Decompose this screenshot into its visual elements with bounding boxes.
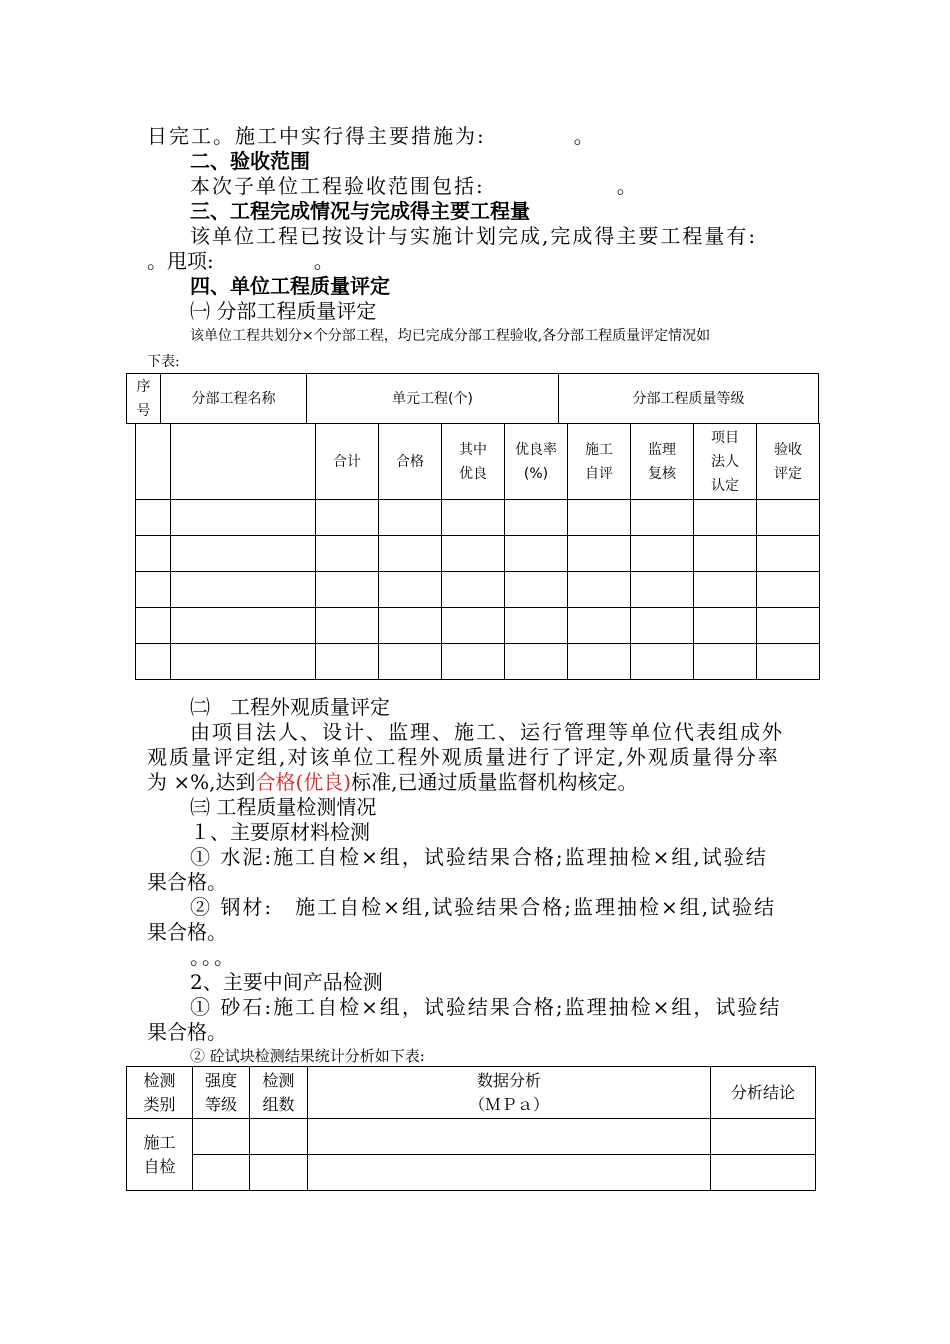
- table-row: [136, 608, 820, 644]
- table1-header-unit: 单元工程(个): [306, 373, 559, 424]
- para-cement-cont: 果合格。: [147, 870, 227, 894]
- table-row: [136, 572, 820, 608]
- heading-completion: 三、工程完成情况与完成得主要工程量: [190, 199, 530, 223]
- table1-header-name: 分部工程名称: [160, 373, 307, 424]
- para-subproject-intro-cont: 下表:: [147, 354, 180, 370]
- table-row: [136, 536, 820, 572]
- para-steel-cont: 果合格。: [147, 920, 227, 944]
- para-appearance-1: 由项目法人、设计、监理、施工、运行管理等单位代表组成外: [190, 720, 784, 744]
- para-cement: ① 水泥:施工自检×组，试验结果合格;监理抽检×组,试验结: [190, 845, 768, 869]
- table2-header-type: 检测 类别: [127, 1067, 193, 1119]
- table2-header-data-analysis: 数据分析 （ＭＰａ）: [308, 1067, 711, 1119]
- para-pending-items: 。甩项: 。: [147, 249, 334, 273]
- table1-col-excellent: 其中 优良: [442, 424, 505, 500]
- para-sand-gravel: ① 砂石:施工自检×组，试验结果合格;监理抽检×组，试验结: [190, 995, 782, 1019]
- table1-subheader-row: [136, 424, 820, 500]
- table-row: [136, 644, 820, 680]
- para-subproject-intro: 该单位工程共划分×个分部工程，均已完成分部工程验收,各分部工程质量评定情况如: [190, 328, 711, 344]
- para-steel: ② 钢材: 施工自检×组,试验结果合格;监理抽检×组,试验结: [190, 895, 777, 919]
- para-concrete-intro: ② 砼试块检测结果统计分析如下表:: [190, 1047, 425, 1065]
- table2-row-self-check: 施工 自检: [127, 1119, 193, 1191]
- para-sand-gravel-cont: 果合格。: [147, 1020, 227, 1044]
- para-measures: 日完工。施工中实行得主要措施为: 。: [147, 124, 596, 148]
- table1-col-owner: 项目 法人 认定: [694, 424, 757, 500]
- table2-header-count: 检测 组数: [250, 1067, 308, 1119]
- table1-header-grade: 分部工程质量等级: [558, 373, 819, 424]
- table1-col-rate: 优良率 (%): [505, 424, 568, 500]
- subheading-appearance-quality: ㈡ 工程外观质量评定: [190, 695, 390, 719]
- heading-acceptance-scope: 二、验收范围: [190, 149, 310, 173]
- table1-col-self-eval: 施工 自评: [568, 424, 631, 500]
- table1-cell: [136, 424, 171, 500]
- table-row: [127, 1119, 816, 1155]
- subheading-intermediate-products: 2、主要中间产品检测: [190, 970, 383, 994]
- subheading-raw-materials: １、主要原材料检测: [190, 820, 370, 844]
- heading-quality-assessment: 四、单位工程质量评定: [190, 274, 390, 298]
- table1-col-supervisor: 监理 复核: [631, 424, 694, 500]
- table1-cell: [171, 424, 316, 500]
- grade-standard-highlight: 合格(优良): [255, 770, 352, 794]
- para-ellipsis: 。。。: [190, 945, 236, 969]
- table1-header-seq: 序 号: [126, 373, 161, 424]
- table-row: [136, 500, 820, 536]
- para-scope: 本次子单位工程验收范围包括: 。: [190, 174, 639, 198]
- table-row: [127, 1155, 816, 1191]
- subheading-subproject-quality: ㈠ 分部工程质量评定: [190, 299, 377, 323]
- table2-concrete-stats: [126, 1066, 816, 1191]
- table2-header-strength: 强度 等级: [193, 1067, 250, 1119]
- table1-subproject-quality: [135, 423, 820, 680]
- para-appearance-3: 为 ×%,达到合格(优良)标准,已通过质量监督机构核定。: [147, 770, 638, 794]
- para-appearance-2: 观质量评定组,对该单位工程外观质量进行了评定,外观质量得分率: [147, 745, 780, 769]
- para-completion: 该单位工程已按设计与实施计划完成,完成得主要工程量有:: [190, 224, 758, 248]
- table1-col-total: 合计: [316, 424, 379, 500]
- table1-col-acceptance: 验收 评定: [757, 424, 820, 500]
- subheading-quality-testing: ㈢ 工程质量检测情况: [190, 795, 377, 819]
- table2-header-conclusion: 分析结论: [711, 1067, 816, 1119]
- table1-col-pass: 合格: [379, 424, 442, 500]
- table2-header-row: [127, 1067, 816, 1119]
